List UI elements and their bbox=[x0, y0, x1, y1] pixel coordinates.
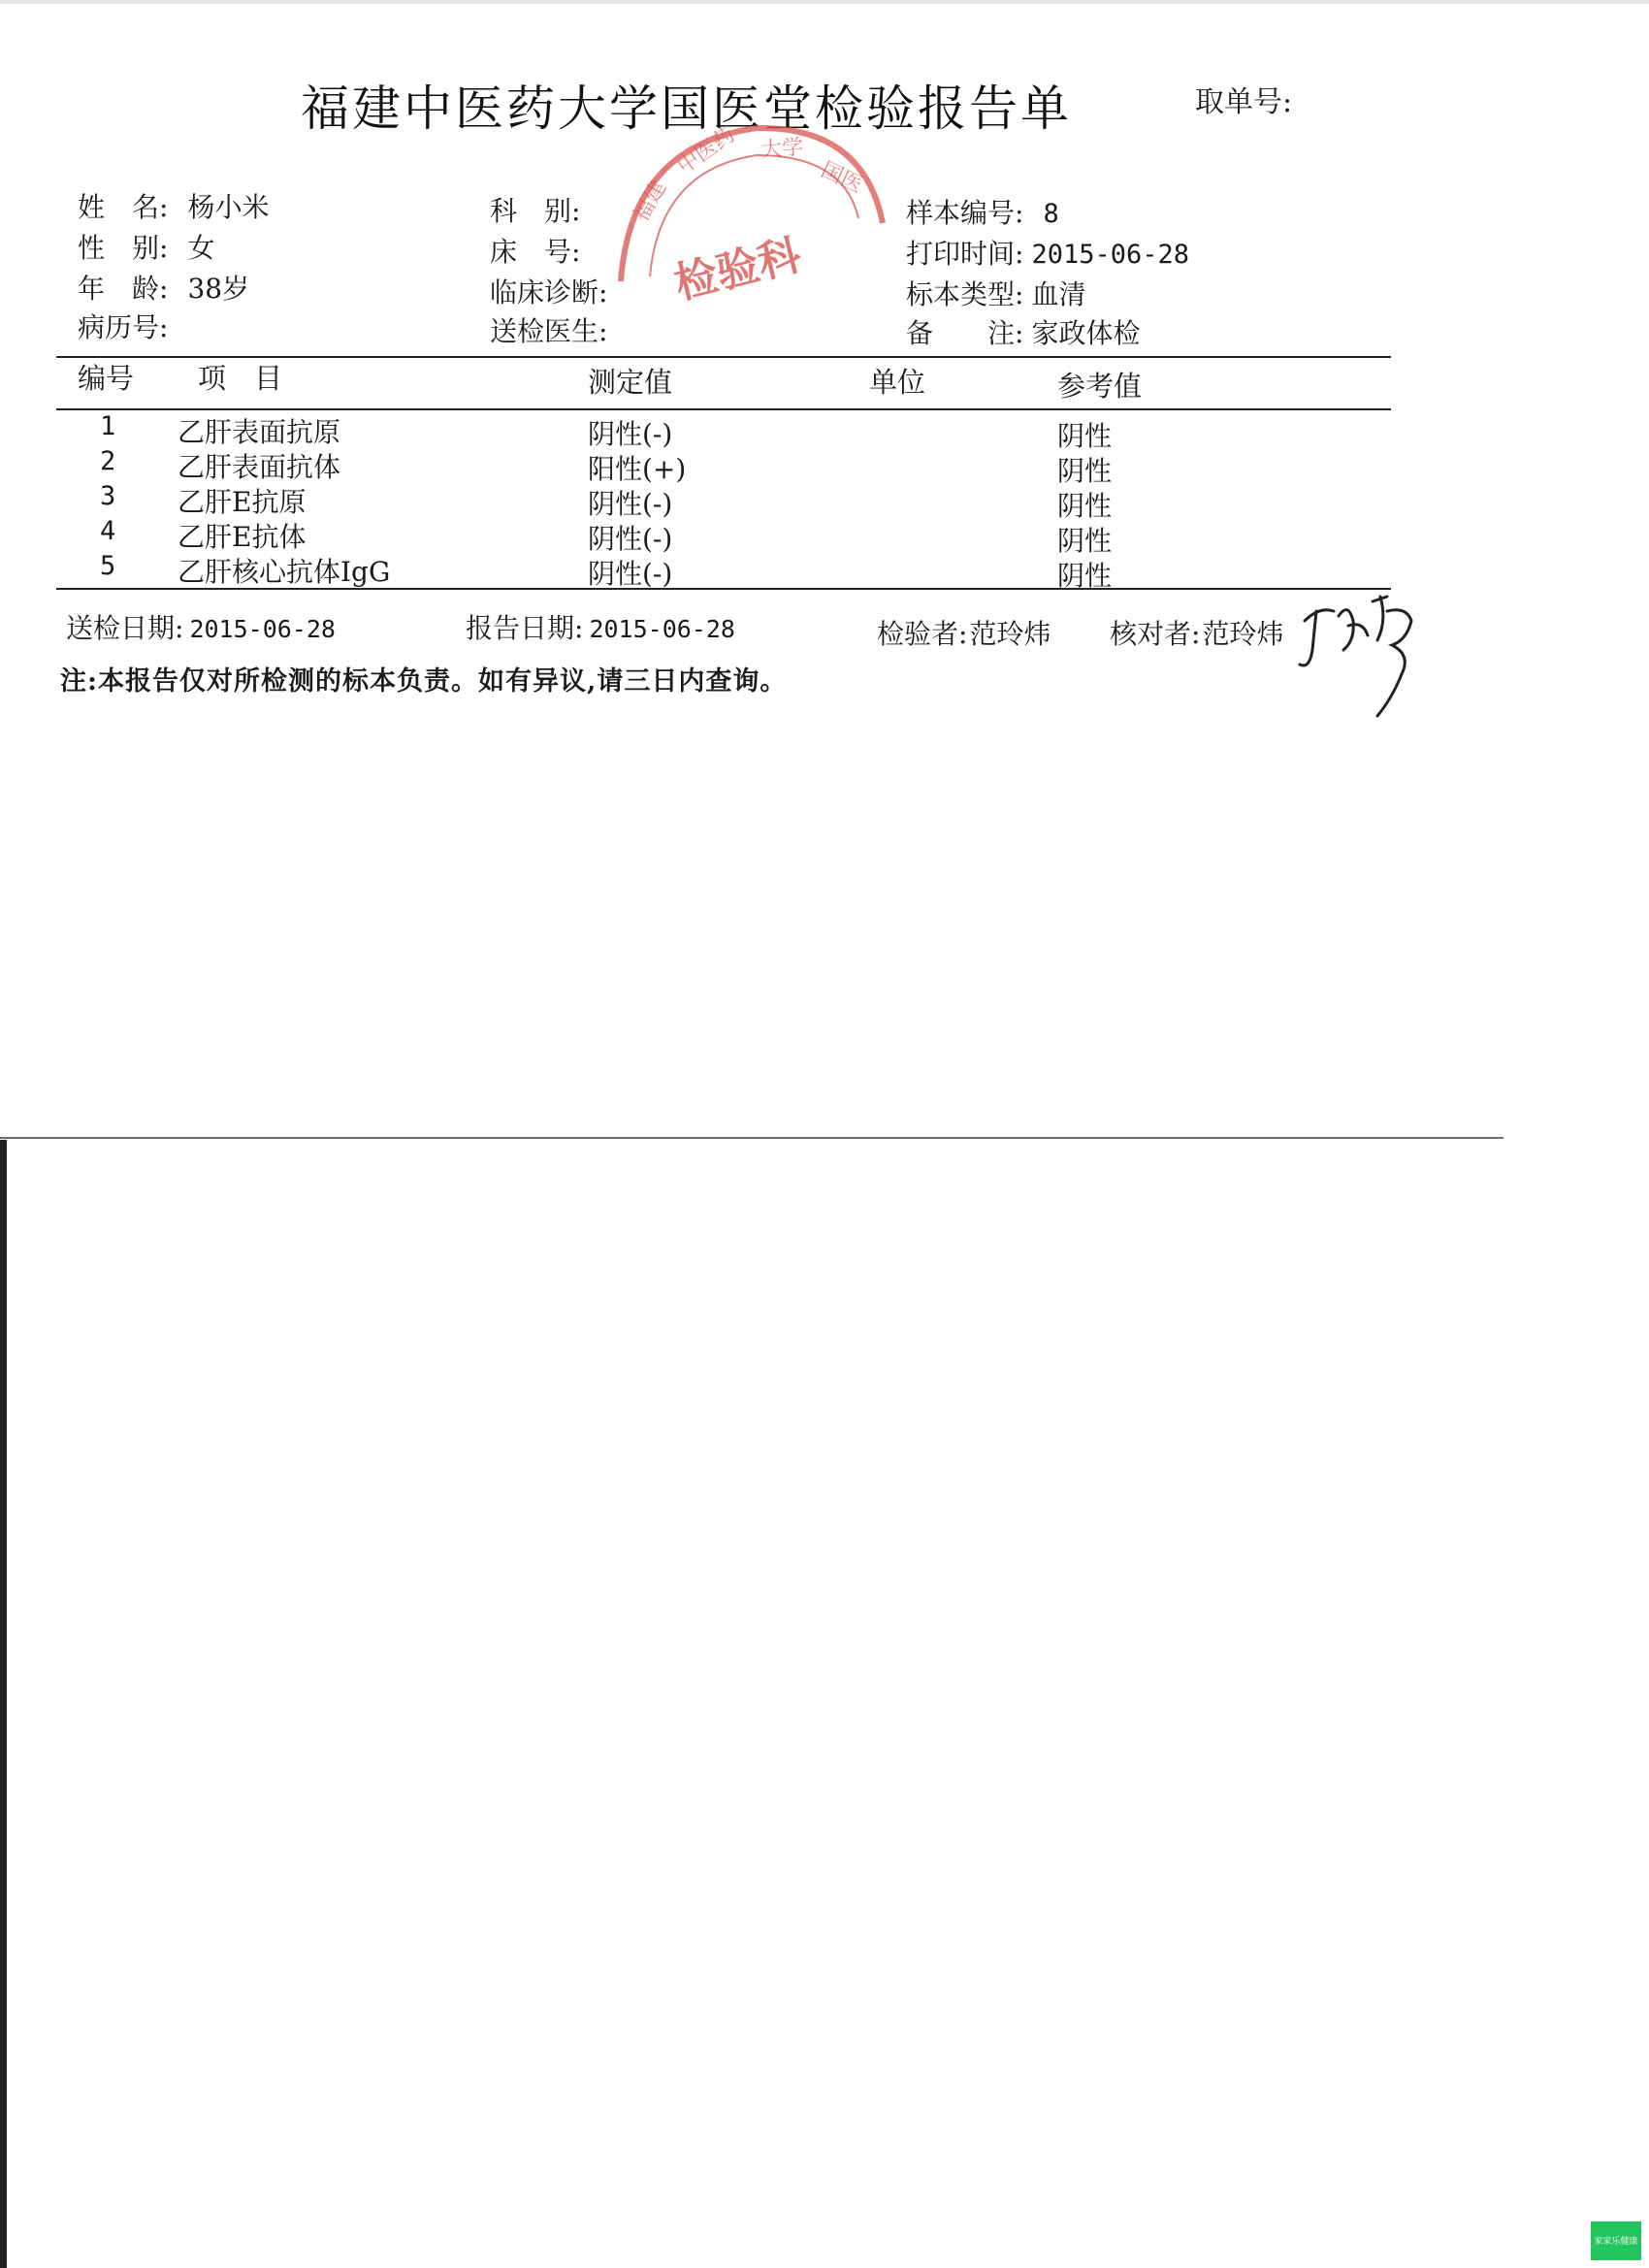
sample-number bbox=[906, 192, 1059, 231]
row-reference: 阴性 bbox=[1057, 525, 1113, 557]
patient-sex-value: 女 bbox=[187, 232, 215, 264]
row-value: 阴性(-) bbox=[588, 418, 673, 450]
patient-name bbox=[78, 186, 269, 225]
svg-text:福建: 福建 bbox=[629, 177, 672, 226]
header-reference: 参考值 bbox=[1057, 370, 1143, 403]
svg-text:国医: 国医 bbox=[817, 157, 866, 199]
sample-type-value: 血清 bbox=[1031, 278, 1086, 310]
patient-age bbox=[78, 268, 249, 307]
send-date-value: 2015-06-28 bbox=[189, 615, 336, 643]
row-value: 阳性(+) bbox=[588, 453, 687, 485]
header-value: 测定值 bbox=[588, 366, 673, 399]
row-reference: 阴性 bbox=[1057, 455, 1113, 487]
sample-number-value: 8 bbox=[1043, 199, 1059, 229]
lab-stamp bbox=[592, 116, 902, 310]
row-number: 5 bbox=[100, 551, 116, 581]
table-header-rule bbox=[56, 408, 1391, 410]
report-date bbox=[466, 607, 735, 646]
patient-sex bbox=[78, 227, 214, 266]
patient-age-value: 38岁 bbox=[187, 273, 250, 305]
report-date-label: 报告日期: bbox=[466, 612, 584, 644]
sample-number-label: 样本编号: bbox=[906, 197, 1024, 229]
send-date bbox=[66, 607, 336, 646]
sample-type bbox=[906, 274, 1085, 312]
header-number: 编号 bbox=[78, 362, 135, 395]
checker bbox=[1110, 613, 1283, 652]
report-date-value: 2015-06-28 bbox=[589, 615, 735, 643]
print-time-label: 打印时间: bbox=[906, 238, 1024, 270]
row-number: 2 bbox=[100, 446, 116, 476]
send-date-label: 送检日期: bbox=[66, 612, 184, 644]
row-number: 3 bbox=[100, 481, 116, 511]
row-item: 乙肝表面抗体 bbox=[178, 451, 341, 483]
watermark-badge: 家家乐健康 bbox=[1591, 2221, 1641, 2260]
department bbox=[490, 190, 580, 229]
checker-label: 核对者: bbox=[1110, 618, 1201, 650]
svg-text:中医药: 中医药 bbox=[673, 122, 740, 179]
record-number bbox=[78, 307, 168, 345]
paper-fold-line bbox=[0, 1137, 1504, 1139]
department-label: 科 别: bbox=[490, 195, 581, 227]
stamp-text: 检验科 bbox=[669, 230, 806, 309]
print-time bbox=[906, 233, 1189, 272]
fetch-number-label: 取单号: bbox=[1195, 85, 1293, 119]
inspector bbox=[877, 613, 1051, 652]
patient-sex-label: 性 别: bbox=[78, 232, 169, 264]
row-item: 乙肝E抗体 bbox=[178, 521, 307, 553]
remark bbox=[906, 312, 1140, 351]
header-unit: 单位 bbox=[869, 366, 926, 399]
patient-name-value: 杨小米 bbox=[187, 191, 270, 223]
disclaimer-note: 注:本报告仅对所检测的标本负责。如有异议,请三日内查询。 bbox=[60, 666, 788, 697]
row-value: 阴性(-) bbox=[588, 523, 673, 555]
remark-value: 家政体检 bbox=[1031, 317, 1141, 349]
row-value: 阴性(-) bbox=[588, 488, 673, 520]
scan-left-edge bbox=[0, 1140, 7, 2268]
row-item: 乙肝E抗原 bbox=[178, 486, 307, 518]
inspector-label: 检验者: bbox=[877, 618, 968, 650]
patient-name-label: 姓 名: bbox=[78, 191, 169, 223]
print-time-value: 2015-06-28 bbox=[1031, 240, 1189, 270]
clinical-diagnosis-label: 临床诊断: bbox=[490, 276, 608, 308]
referring-doctor bbox=[490, 310, 607, 349]
remark-label: 备 注: bbox=[906, 317, 1024, 349]
scan-top-edge bbox=[0, 0, 1649, 4]
row-number: 1 bbox=[100, 411, 116, 441]
row-reference: 阴性 bbox=[1057, 560, 1113, 592]
clinical-diagnosis bbox=[490, 272, 607, 310]
bed-number bbox=[490, 231, 580, 270]
header-item: 项 目 bbox=[198, 362, 283, 395]
checker-value: 范玲炜 bbox=[1202, 618, 1284, 650]
report-title: 福建中医药大学国医堂检验报告单 bbox=[301, 81, 1072, 137]
row-reference: 阴性 bbox=[1057, 420, 1113, 452]
patient-age-label: 年 龄: bbox=[78, 273, 169, 305]
handwritten-signature bbox=[1295, 582, 1426, 718]
row-reference: 阴性 bbox=[1057, 490, 1113, 522]
inspector-value: 范玲炜 bbox=[969, 618, 1051, 650]
record-number-label: 病历号: bbox=[78, 311, 169, 343]
bed-number-label: 床 号: bbox=[490, 236, 581, 268]
sample-type-label: 标本类型: bbox=[906, 278, 1024, 310]
row-item: 乙肝表面抗原 bbox=[178, 416, 341, 448]
svg-text:大学: 大学 bbox=[760, 135, 805, 163]
row-item: 乙肝核心抗体IgG bbox=[178, 556, 391, 588]
row-number: 4 bbox=[100, 516, 116, 546]
row-value: 阴性(-) bbox=[588, 558, 673, 590]
referring-doctor-label: 送检医生: bbox=[490, 315, 608, 347]
